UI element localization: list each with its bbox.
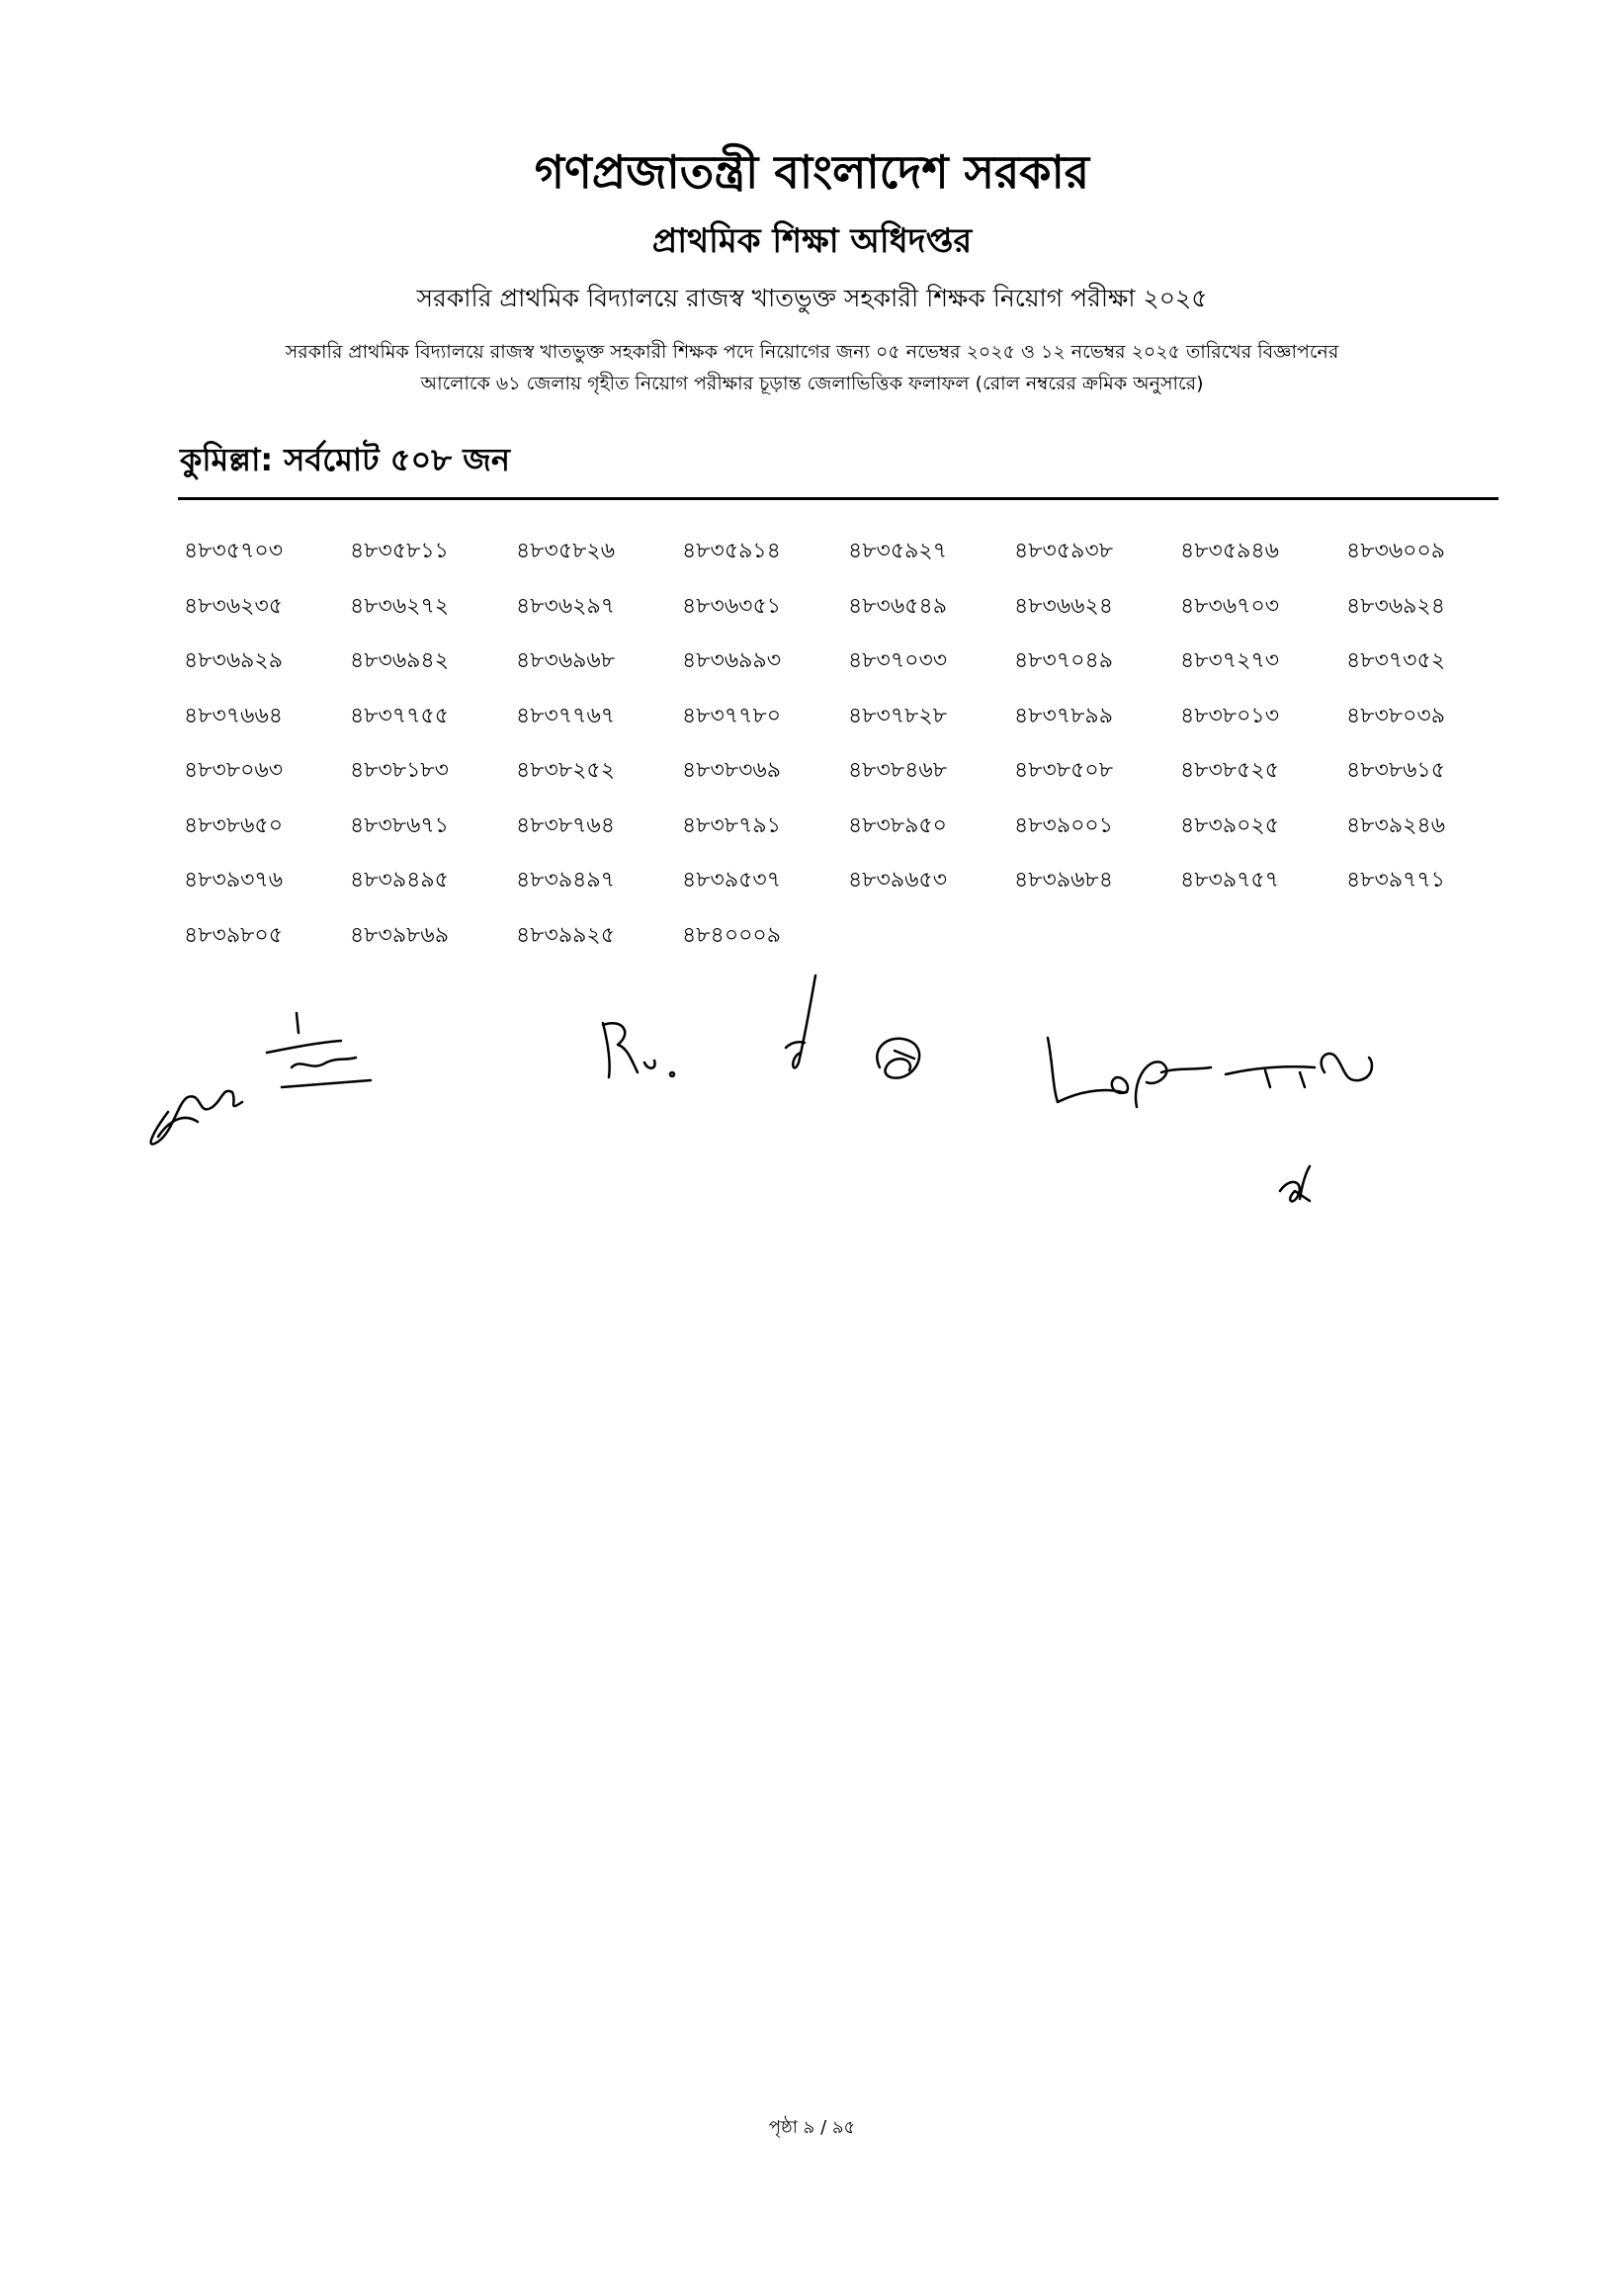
roll-number: ৪৮৩৮২৫২ (516, 758, 616, 783)
roll-number: ৪৮৩৬২৩৫ (184, 593, 284, 619)
roll-number: ৪৮৩৮৬১৫ (1346, 758, 1445, 783)
roll-number: ৪৮৩৮৬৫০ (184, 812, 284, 838)
roll-number: ৪৮৩৬২৯৭ (516, 593, 616, 619)
roll-number: ৪৮৩৮৭৬৪ (516, 812, 616, 838)
roll-number: ৪৮৩৮৫২৫ (1180, 758, 1279, 783)
roll-number: ৪৮৩৫৮২৬ (516, 539, 616, 563)
roll-number: ৪৮৩৬৯৬৮ (516, 648, 616, 673)
roll-number: ৪৮৩৯৪৯৫ (350, 868, 449, 892)
roll-number: ৪৮৩৫৯২৭ (848, 539, 948, 563)
roll-number: ৪৮৩৬২৭২ (350, 593, 450, 619)
description-line-1: সরকারি প্রাথমিক বিদ্যালয়ে রাজস্ব খাতভুক্ত সহকারী শিক্ষক পদে নিয়োগের জন্য ০৫ নভেম্বর ২০২৫ ও ১২ নভেম্বর ২০২৫ তারিখের বিজ্ঞাপনের (285, 341, 1339, 363)
roll-number: ৪৮৩৮০৩৯ (1346, 703, 1446, 728)
roll-number: ৪৮৩৯০২৫ (1180, 812, 1280, 838)
roll-number: ৪৮৩৫৯১৪ (682, 539, 781, 563)
roll-number: ৪৮৩৯৩৭৬ (184, 868, 284, 892)
roll-number: ৪৮৩৯৬৫৩ (848, 868, 948, 892)
roll-number: ৪৮৪০০০৯ (682, 922, 782, 948)
divider (178, 497, 1498, 500)
roll-number: ৪৮৩৫৭০৩ (184, 539, 284, 563)
roll-number: ৪৮৩৯৯২৫ (516, 922, 615, 948)
roll-number: ৪৮৩৮০৬৩ (184, 758, 284, 783)
roll-number: ৪৮৩৬৫৪৯ (848, 593, 947, 619)
roll-number: ৪৮৩৮১৮৩ (350, 758, 449, 783)
district-heading: কুমিল্লা: সর্বমোট ৫০৮ জন (180, 441, 510, 478)
roll-number: ৪৮৩৫৯৩৮ (1014, 539, 1113, 563)
roll-number: ৪৮৩৬৯২৪ (1346, 593, 1446, 619)
roll-number-grid (184, 534, 1508, 973)
signature-7 (1280, 1166, 1310, 1201)
roll-number: ৪৮৩৭৩৫২ (1346, 648, 1446, 673)
roll-number: ৪৮৩৫৯৪৬ (1180, 539, 1279, 563)
signature-6 (1048, 1038, 1372, 1107)
roll-number: ৪৮৩৮৯৫০ (848, 812, 947, 838)
roll-number: ৪৮৩৮৩৬৯ (682, 758, 782, 783)
signature-1 (151, 1091, 242, 1145)
roll-number: ৪৮৩৭০৩৩ (848, 648, 948, 673)
roll-number: ৪৮৩৬৯২৯ (184, 648, 284, 673)
roll-number: ৪৮৩৯৭৭১ (1346, 868, 1446, 892)
roll-number: ৪৮৩৯৮৬৯ (350, 922, 449, 948)
roll-number: ৪৮৩৬৭০৩ (1180, 593, 1280, 619)
roll-number: ৪৮৩৮৬৭১ (350, 812, 450, 838)
government-title: গণপ্রজাতন্ত্রী বাংলাদেশ সরকার (534, 145, 1090, 199)
roll-number: ৪৮৩৯৮০৫ (184, 922, 283, 948)
roll-number: ৪৮৩৭৭৬৭ (516, 703, 616, 728)
roll-number: ৪৮৩৭৭৫৫ (350, 703, 450, 728)
roll-number: ৪৮৩৬৬২৪ (1014, 593, 1114, 619)
roll-number: ৪৮৩৯৪৯৭ (516, 868, 615, 892)
roll-number: ৪৮৩৯০০১ (1014, 812, 1114, 838)
description-line-2: আলোকে ৬১ জেলায় গৃহীত নিয়োগ পরীক্ষার চূড়ান্ত জেলাভিত্তিক ফলাফল (রোল নম্বরের ক্রমিক অনুসারে) (420, 373, 1204, 394)
roll-number: ৪৮৩৯৬৮৪ (1014, 868, 1113, 892)
roll-number: ৪৮৩৮৪৬৮ (848, 758, 947, 783)
signature-4 (786, 976, 815, 1067)
roll-number: ৪৮৩৬০০৯ (1346, 539, 1446, 563)
result-description (148, 336, 1476, 399)
roll-number: ৪৮৩৭২৭৩ (1180, 648, 1280, 673)
roll-number: ৪৮৩৭০৪৯ (1014, 648, 1114, 673)
roll-number: ৪৮৩৮৭৯১ (682, 812, 781, 838)
signatures (128, 964, 1562, 1221)
signature-2 (267, 1013, 371, 1087)
roll-number: ৪৮৩৫৮১১ (350, 539, 449, 563)
roll-number: ৪৮৩৭৬৬৪ (184, 703, 284, 728)
roll-number: ৪৮৩৭৭৮০ (682, 703, 782, 728)
directorate-title: প্রাথমিক শিক্ষা অধিদপ্তর (651, 221, 973, 261)
roll-number: ৪৮৩৯৭৫৭ (1180, 868, 1280, 892)
signature-5 (877, 1039, 919, 1078)
roll-number: ৪৮৩৮৫০৮ (1014, 758, 1113, 783)
roll-number: ৪৮৩৭৮২৮ (848, 703, 948, 728)
page-number: পৃষ্ঠা ৯ / ৯৫ (768, 2117, 856, 2138)
roll-number: ৪৮৩৯৫৩৭ (682, 868, 782, 892)
roll-number: ৪৮৩৭৮৯৯ (1014, 703, 1113, 728)
signature-3 (603, 1023, 674, 1077)
roll-number: ৪৮৩৬৩৫১ (682, 593, 782, 619)
roll-number: ৪৮৩৬৯৪২ (350, 648, 450, 673)
exam-title: সরকারি প্রাথমিক বিদ্যালয়ে রাজস্ব খাতভুক্ত সহকারী শিক্ষক নিয়োগ পরীক্ষা ২০২৫ (416, 284, 1208, 312)
roll-number: ৪৮৩৯২৪৬ (1346, 812, 1446, 838)
roll-number: ৪৮৩৮০১৩ (1180, 703, 1280, 728)
roll-number: ৪৮৩৬৯৯৩ (682, 648, 782, 673)
